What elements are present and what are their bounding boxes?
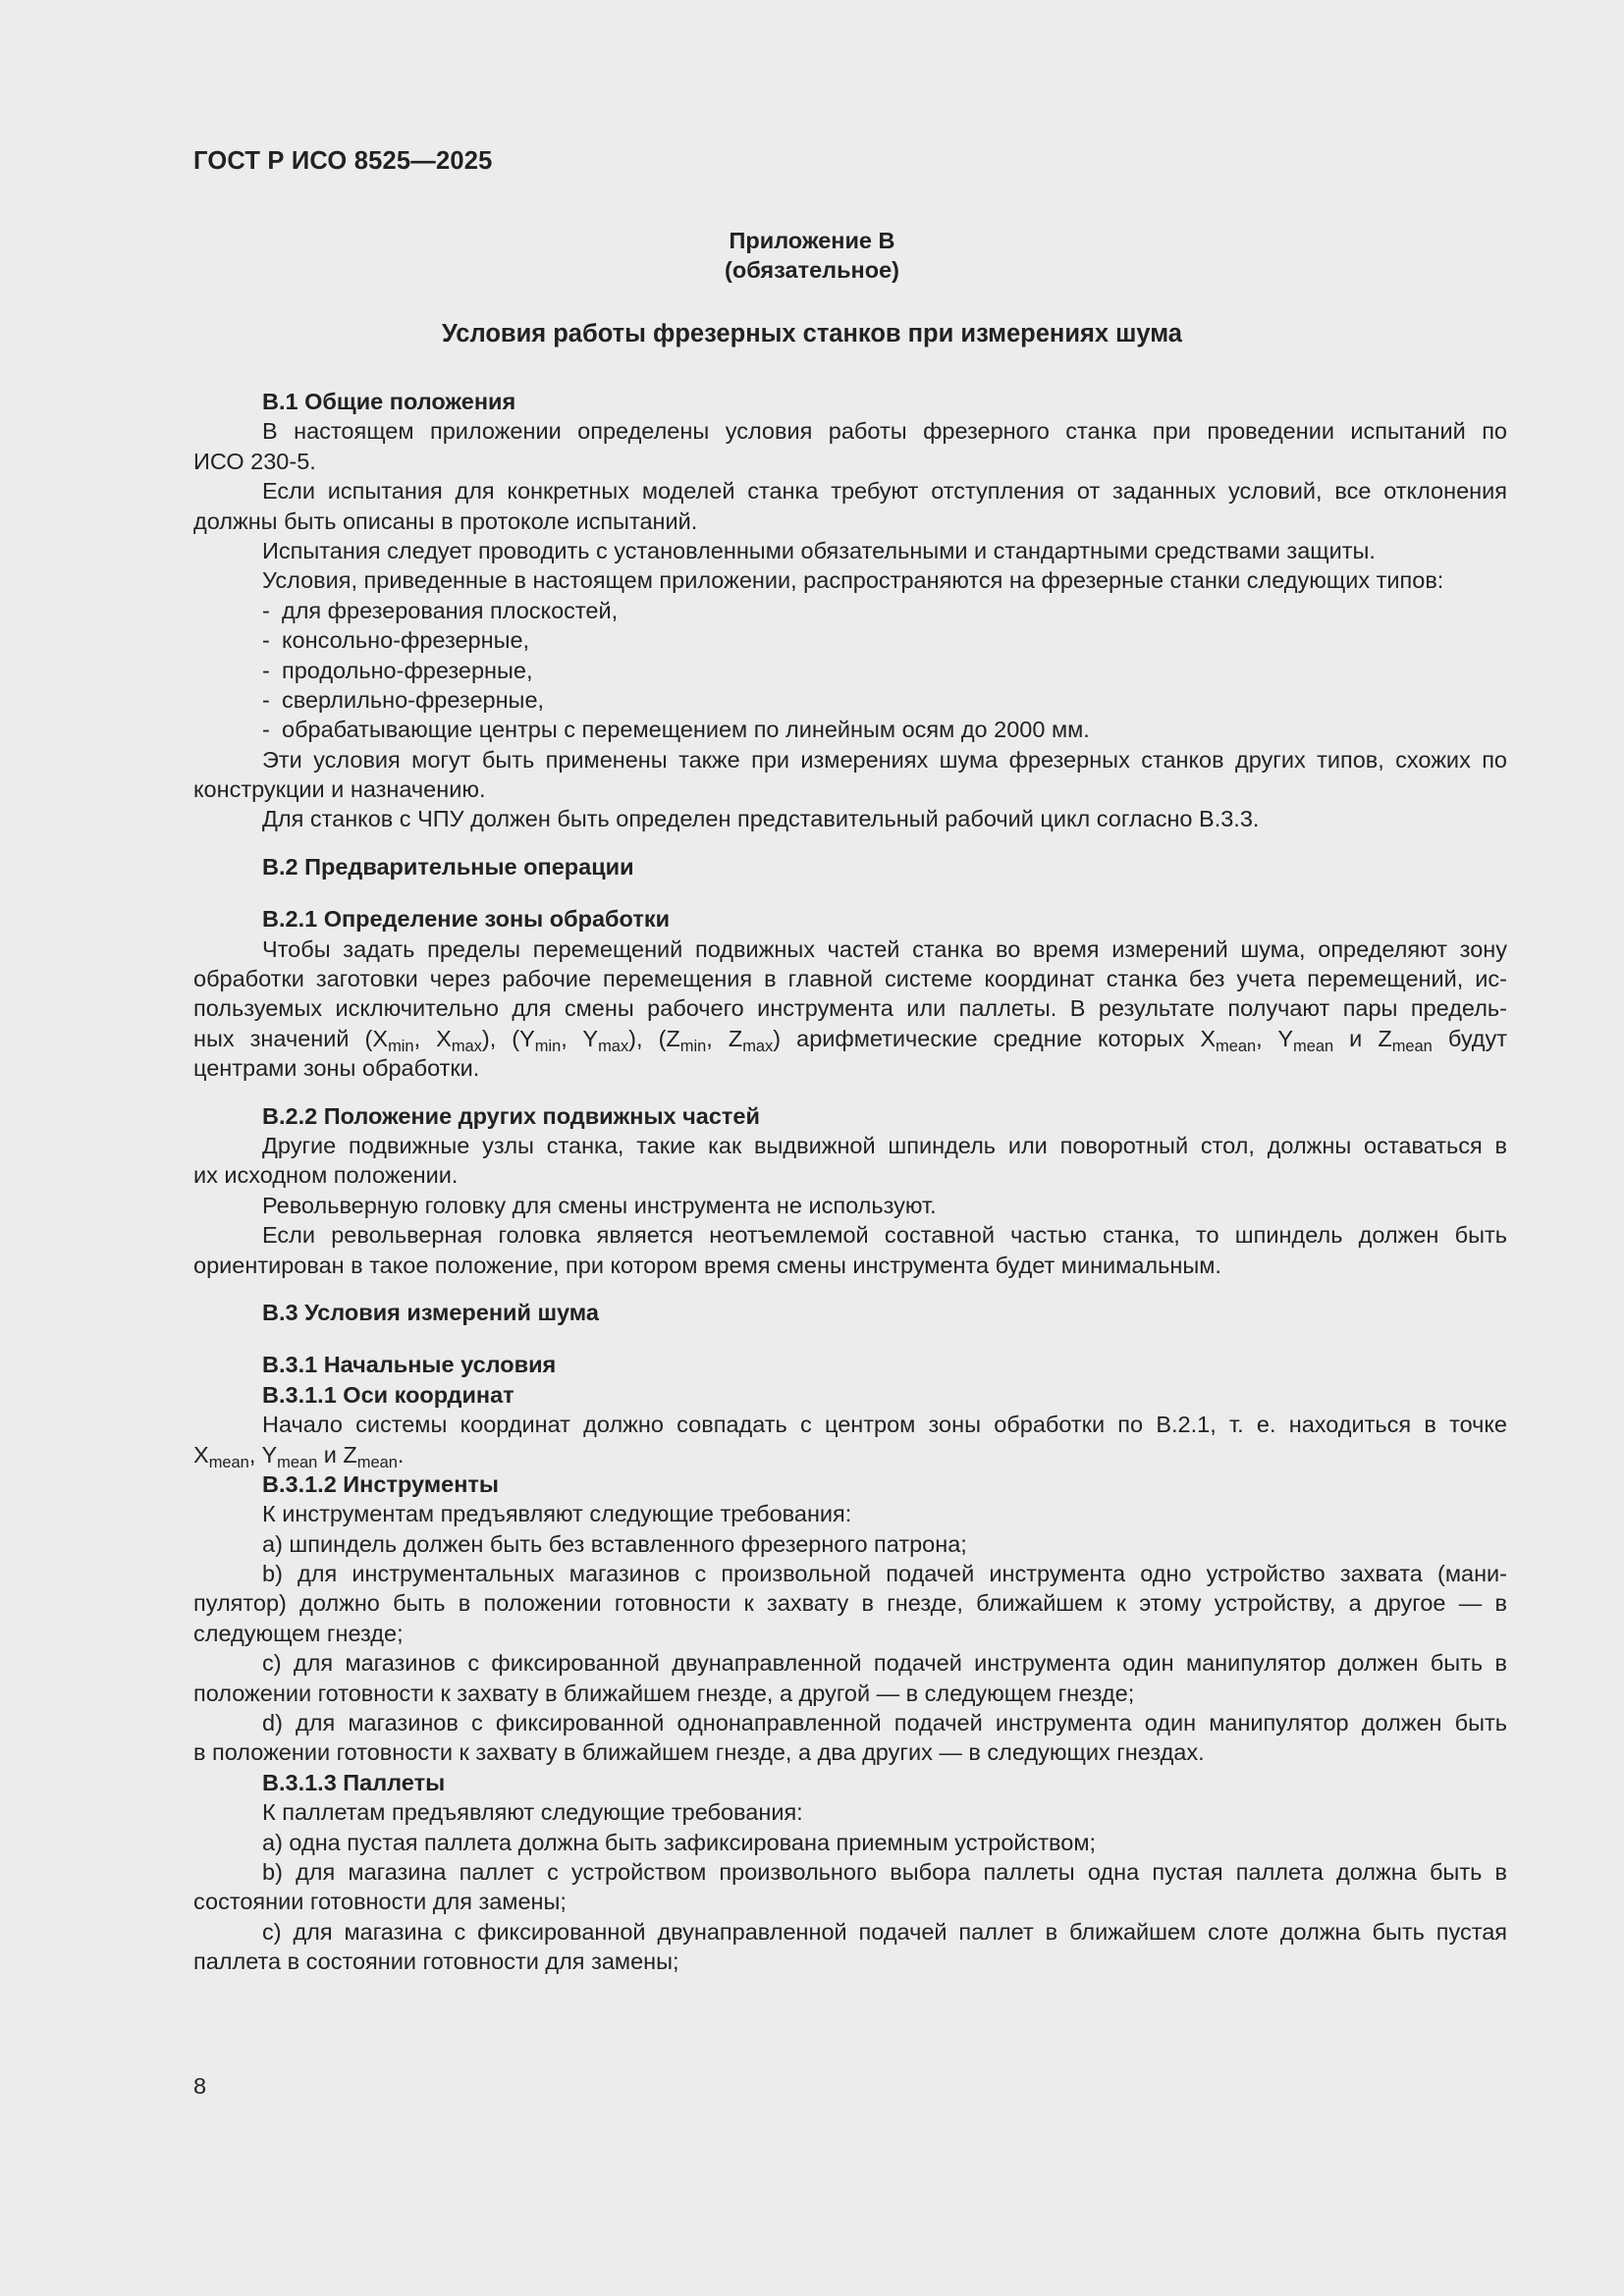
text-run: .	[397, 1441, 405, 1468]
appendix-heading: Условия работы фрезерных станков при измерениях шума	[442, 320, 1182, 347]
section-heading-b1: В.1 Общие положения	[262, 389, 516, 414]
paragraph-line: Другие подвижные узлы станка, такие как выдвижной шпиндель или поворотный стол, должны оставаться в	[262, 1132, 1507, 1158]
subscript: mean	[356, 1453, 398, 1471]
paragraph-line: состоянии готовности для замены;	[193, 1889, 567, 1915]
text-run: ), (Y	[481, 1025, 535, 1051]
text-run: ), (Z	[628, 1025, 680, 1051]
section-heading-b3-1-2: В.3.1.2 Инструменты	[262, 1470, 499, 1497]
appendix-status: (обязательное)	[725, 257, 899, 283]
subscript: mean	[208, 1453, 249, 1471]
list-item	[193, 656, 1507, 685]
section-heading-b3: В.3 Условия измерений шума	[262, 1299, 599, 1325]
subscript: min	[388, 1037, 414, 1055]
list-item: c) для магазина с фиксированной двунаправленной подачей паллет в ближайшем слоте должна быть пустая	[262, 1918, 1507, 1945]
text-run: , Z	[706, 1025, 743, 1051]
paragraph-line: ориентирован в такое положение, при котором время смены инструмента будет минимальным.	[193, 1252, 1221, 1278]
section-heading-b3-1-1: В.3.1.1 Оси координат	[262, 1381, 514, 1408]
paragraph-line: Чтобы задать пределы перемещений подвижных частей станка во время измерений шума, определяют зону	[262, 935, 1507, 962]
list-dash: -	[262, 657, 270, 683]
section-heading-b3-1-3: В.3.1.3 Паллеты	[262, 1769, 446, 1795]
paragraph-line: К паллетам предъявляют следующие требования:	[262, 1799, 803, 1826]
paragraph-line: в положении готовности к захвату в ближайшем гнезде, а два других — в следующих гнездах.	[193, 1739, 1205, 1766]
paragraph-line: В настоящем приложении определены условия работы фрезерного станка при проведении испытаний по	[262, 418, 1507, 445]
list-item: a) шпиндель должен быть без вставленного фрезерного патрона;	[262, 1530, 967, 1557]
subscript: max	[451, 1037, 482, 1055]
section-heading-b3-1: В.3.1 Начальные условия	[262, 1352, 557, 1378]
paragraph-line: их исходном положении.	[193, 1162, 459, 1189]
paragraph-line: Условия, приведенные в настоящем приложении, распространяются на фрезерные станки следующих типов:	[262, 567, 1444, 594]
list-item: c) для магазинов с фиксированной двунаправленной подачей инструмента один манипулятор должен быть в	[262, 1650, 1507, 1677]
list-item-text: сверлильно-фрезерные,	[282, 686, 545, 713]
text-run: , X	[413, 1025, 452, 1051]
list-dash: -	[262, 597, 270, 623]
formula-line	[193, 1024, 1507, 1053]
text-run: и Z	[317, 1441, 357, 1468]
text-run: , Y	[561, 1025, 599, 1051]
text-run: , Y	[1256, 1025, 1293, 1051]
paragraph-line: Для станков с ЧПУ должен быть определен представительный рабочий цикл согласно В.3.3.	[262, 806, 1260, 832]
list-item: d) для магазинов с фиксированной однонаправленной подачей инструмента один манипулятор должен быть	[262, 1710, 1507, 1736]
paragraph-line: Начало системы координат должно совпадать с центром зоны обработки по В.2.1, т. е. находиться в точке	[262, 1412, 1507, 1438]
paragraph-line: должны быть описаны в протоколе испытаний.	[193, 507, 698, 534]
subscript: mean	[1216, 1037, 1257, 1055]
text-run: ных значений (X	[193, 1025, 389, 1051]
section-heading-b2-2: В.2.2 Положение других подвижных частей	[262, 1102, 760, 1129]
paragraph-line: пулятор) должно быть в положении готовности к захвату в гнезде, ближайшем к этому устройству, а другое — в	[193, 1590, 1507, 1617]
document-header: ГОСТ Р ИСО 8525—2025	[193, 147, 493, 175]
subscript: mean	[277, 1453, 318, 1471]
formula-line	[193, 1440, 1507, 1469]
appendix-title: Приложение В	[729, 228, 895, 253]
paragraph-line: Если револьверная головка является неотъемлемой составной частью станка, то шпиндель должен быть	[262, 1222, 1507, 1249]
list-item	[193, 625, 1507, 655]
paragraph-line: ИСО 230-5.	[193, 448, 316, 474]
list-item-text: консольно-фрезерные,	[282, 627, 530, 654]
section-heading-b2: В.2 Предварительные операции	[262, 853, 634, 880]
paragraph-line: паллета в состоянии готовности для замены;	[193, 1949, 679, 1975]
paragraph-line: конструкции и назначению.	[193, 776, 486, 803]
paragraph-line: центрами зоны обработки.	[193, 1055, 480, 1082]
section-heading-b2-1: В.2.1 Определение зоны обработки	[262, 906, 671, 933]
list-item-text: для фрезерования плоскостей,	[282, 597, 619, 623]
document-body	[193, 387, 1507, 1977]
list-item	[193, 715, 1507, 744]
subscript: min	[534, 1037, 562, 1055]
text-run: , Y	[248, 1441, 278, 1468]
text-run: ) арифметические средние которых X	[773, 1025, 1217, 1051]
list-dash: -	[262, 686, 270, 713]
list-dash: -	[262, 717, 270, 743]
paragraph-line: Если испытания для конкретных моделей станка требуют отступления от заданных условий, все отклонения	[262, 478, 1507, 505]
subscript: mean	[1391, 1037, 1433, 1055]
list-item	[193, 685, 1507, 715]
paragraph-line: обработки заготовки через рабочие перемещения в главной системе координат станка без учета перемещений, ис-	[193, 966, 1507, 992]
paragraph-line: положении готовности к захвату в ближайшем гнезде, а другой — в следующем гнезде;	[193, 1680, 1135, 1706]
subscript: max	[742, 1037, 774, 1055]
text-run: X	[193, 1441, 209, 1468]
list-item	[193, 596, 1507, 625]
list-item: b) для инструментальных магазинов с произвольной подачей инструмента одно устройство захвата (мани-	[262, 1561, 1507, 1587]
text-run: будут	[1432, 1025, 1508, 1051]
subscript: max	[598, 1037, 629, 1055]
paragraph-line: Эти условия могут быть применены также при измерениях шума фрезерных станков других типов, схожих по	[262, 746, 1507, 773]
list-item-text: продольно-фрезерные,	[282, 657, 533, 683]
list-item: a) одна пустая паллета должна быть зафиксирована приемным устройством;	[262, 1829, 1097, 1855]
list-dash: -	[262, 627, 270, 654]
subscript: mean	[1293, 1037, 1334, 1055]
list-item: b) для магазина паллет с устройством произвольного выбора паллеты одна пустая паллета должна быть в	[262, 1858, 1507, 1885]
page-number: 8	[193, 2073, 207, 2099]
paragraph-line: пользуемых исключительно для смены рабочего инструмента или паллеты. В результате получают пары предель-	[193, 995, 1507, 1022]
paragraph-line: Револьверную головку для смены инструмента не используют.	[262, 1192, 937, 1218]
list-item-text: обрабатывающие центры с перемещением по линейным осям до 2000 мм.	[282, 717, 1090, 743]
subscript: min	[679, 1037, 707, 1055]
paragraph-line: Испытания следует проводить с установленными обязательными и стандартными средствами защиты.	[262, 537, 1376, 563]
text-run: и Z	[1333, 1025, 1392, 1051]
paragraph-line: К инструментам предъявляют следующие требования:	[262, 1501, 852, 1527]
paragraph-line: следующем гнезде;	[193, 1620, 404, 1646]
